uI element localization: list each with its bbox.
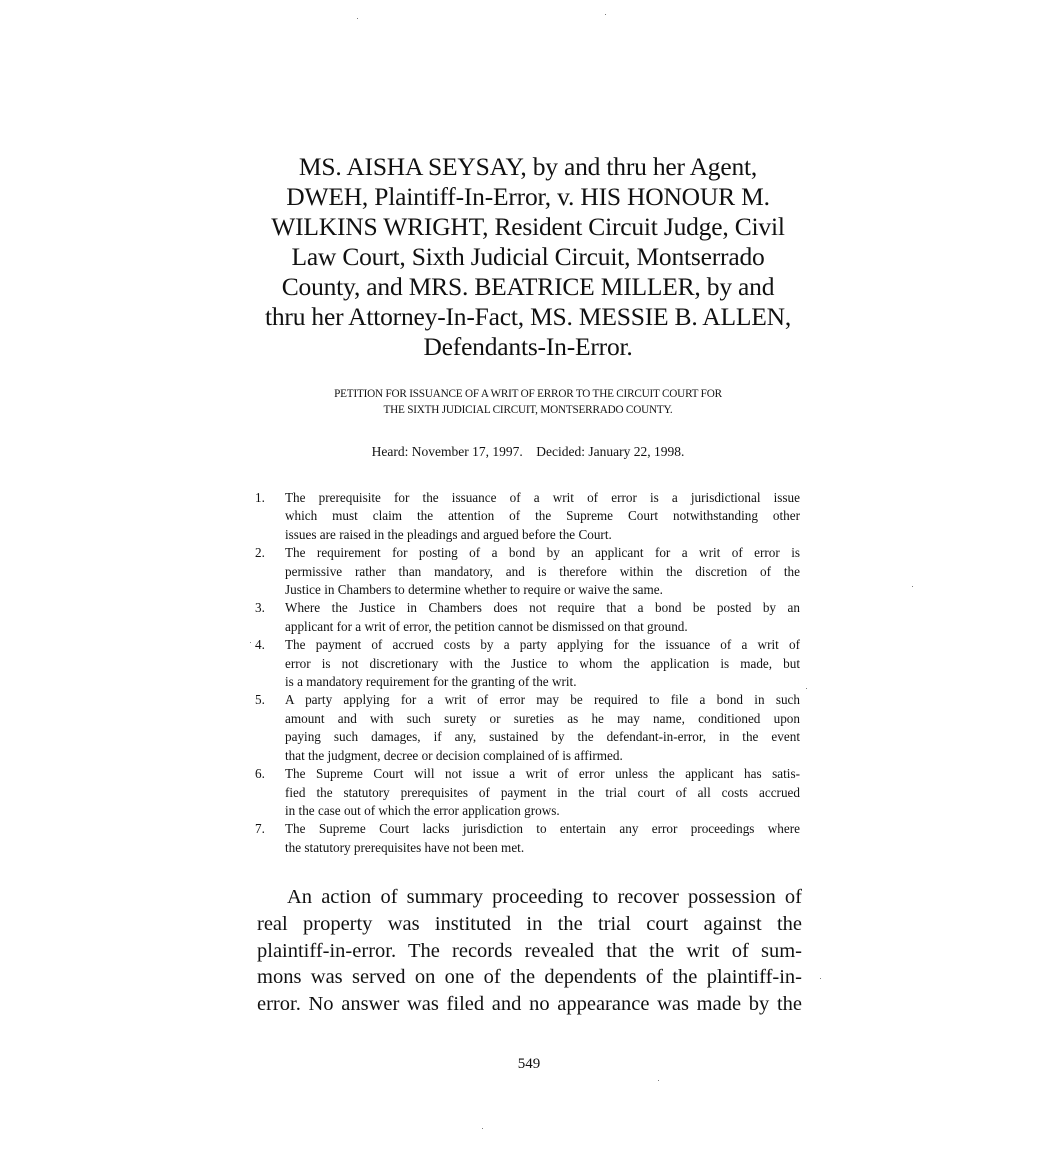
petition-line: PETITION FOR ISSUANCE OF A WRIT OF ERROR TO THE CIRCUIT COURT FOR — [334, 388, 722, 400]
headnote-item — [255, 820, 800, 857]
headnote-line: Where the Justice in Chambers does not require that a bond be posted by an — [285, 600, 800, 616]
case-title-line: DWEH, Plaintiff-In-Error, v. HIS HONOUR M. — [286, 182, 770, 211]
body-line: plaintiff-in-error. The records revealed that the writ of sum- — [257, 939, 802, 962]
headnote-line: The prerequisite for the issuance of a writ of error is a jurisdictional issue — [285, 490, 800, 505]
scan-speck — [806, 688, 807, 689]
headnote-item — [255, 636, 800, 691]
case-title — [240, 152, 816, 362]
scan-speck — [605, 14, 606, 15]
scan-speck — [482, 1128, 483, 1129]
headnote-line: in the case out of which the error application grows. — [285, 802, 560, 818]
headnote-text — [285, 636, 800, 691]
case-title-line: Defendants-In-Error. — [423, 332, 633, 361]
headnote-line: The Supreme Court lacks jurisdiction to entertain any error proceedings where — [285, 821, 800, 837]
scan-speck — [912, 586, 913, 587]
case-title-line: thru her Attorney-In-Fact, MS. MESSIE B. ALLEN, — [264, 302, 792, 331]
heard-date: Heard: November 17, 1997. — [371, 444, 523, 459]
headnote-line: is a mandatory requirement for the granting of the writ. — [285, 674, 577, 690]
headnote-number: 4. — [255, 637, 265, 653]
scan-speck — [357, 18, 358, 19]
headnote-line: paying such damages, if any, sustained by the defendant-in-error, in the event — [285, 729, 800, 745]
headnote-number: 7. — [255, 821, 265, 837]
body-line: An action of summary proceeding to recover possession of — [287, 886, 802, 908]
case-title-line: Law Court, Sixth Judicial Circuit, Montserrado — [291, 242, 765, 271]
headnote-line: the statutory prerequisites have not been met. — [285, 839, 525, 855]
headnote-number: 1. — [255, 490, 265, 505]
petition-line: THE SIXTH JUDICIAL CIRCUIT, MONTSERRADO COUNTY. — [383, 404, 673, 416]
headnote-line: Justice in Chambers to determine whether to require or waive the same. — [285, 582, 663, 598]
headnote-number: 2. — [255, 545, 265, 561]
headnote-line: issues are raised in the pleadings and argued before the Court. — [285, 526, 612, 542]
headnote-line: fied the statutory prerequisites of payment in the trial court of all costs accrued — [285, 784, 800, 800]
scan-speck — [250, 642, 251, 643]
case-title-line: WILKINS WRIGHT, Resident Circuit Judge, Civil — [271, 212, 785, 241]
headnote-line: amount and with such surety or sureties as he may name, conditioned upon — [285, 710, 800, 726]
headnote-line: The requirement for posting of a bond by an applicant for a writ of error is — [285, 545, 800, 561]
headnote-item — [255, 765, 800, 820]
headnote-number: 6. — [255, 766, 265, 782]
petition-heading — [250, 386, 806, 418]
headnote-line: The payment of accrued costs by a party applying for the issuance of a writ of — [285, 637, 800, 653]
scan-speck — [820, 978, 821, 979]
headnote-text — [285, 599, 800, 636]
body-line: real property was instituted in the trial court against the — [257, 912, 802, 935]
headnote-line: A party applying for a writ of error may be required to file a bond in such — [285, 692, 800, 708]
headnote-number: 5. — [255, 692, 265, 708]
scan-speck — [658, 1080, 659, 1081]
headnote-item — [255, 691, 800, 765]
headnote-text — [285, 489, 800, 544]
headnote-line: that the judgment, decree or decision complained of is affirmed. — [285, 747, 623, 763]
headnote-number: 3. — [255, 600, 265, 616]
headnote-item — [255, 544, 800, 599]
headnote-item — [255, 599, 800, 636]
headnote-line: which must claim the attention of the Supreme Court notwithstanding other — [285, 508, 800, 524]
headnote-item — [255, 489, 800, 544]
decided-date: Decided: January 22, 1998. — [536, 444, 685, 459]
headnote-line: permissive rather than mandatory, and is therefore within the discretion of the — [285, 563, 800, 579]
hearing-dates — [250, 444, 806, 460]
body-line: mons was served on one of the dependents of the plaintiff-in- — [257, 966, 802, 989]
body-line: error. No answer was filed and no appearance was made by the — [257, 993, 802, 1016]
headnote-text — [285, 765, 800, 820]
headnote-text — [285, 820, 800, 857]
headnote-line: The Supreme Court will not issue a writ of error unless the applicant has satis- — [285, 766, 800, 782]
case-title-line: MS. AISHA SEYSAY, by and thru her Agent, — [298, 152, 758, 181]
headnote-text — [285, 544, 800, 599]
headnotes-list — [255, 489, 800, 857]
opinion-body — [257, 884, 802, 1018]
headnote-text — [285, 691, 800, 765]
page-number: 549 — [517, 1056, 541, 1072]
headnote-line: error is not discretionary with the Justice to whom the application is made, but — [285, 655, 800, 671]
headnote-line: applicant for a writ of error, the petition cannot be dismissed on that ground. — [285, 618, 688, 634]
case-title-line: County, and MRS. BEATRICE MILLER, by and — [281, 272, 775, 301]
